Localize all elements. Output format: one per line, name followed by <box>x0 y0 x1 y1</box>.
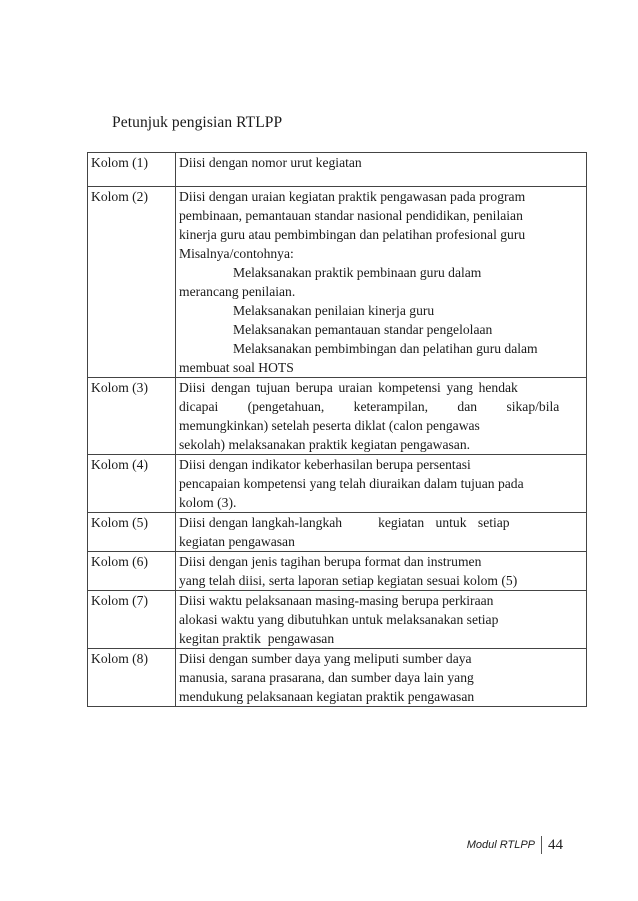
description-line: yang telah diisi, serta laporan setiap kegiatan sesuai kolom (5) <box>179 573 518 588</box>
description-line: kolom (3). <box>179 495 237 510</box>
description-line: kegitan praktik pengawasan <box>179 631 335 646</box>
row-description <box>176 591 587 649</box>
description-line: Diisi dengan nomor urut kegiatan <box>179 155 362 170</box>
page-footer <box>467 836 563 854</box>
table-row <box>88 187 587 378</box>
description-line-part: Diisi dengan langkah-langkah <box>179 515 343 530</box>
row-description <box>176 455 587 513</box>
description-line: Diisi dengan tujuan berupa uraian kompetensi yang hendak <box>179 380 518 395</box>
description-line: pencapaian kompetensi yang telah diuraikan dalam tujuan pada <box>179 476 524 491</box>
table-row <box>88 591 587 649</box>
row-label: Kolom (4) <box>88 455 176 513</box>
row-label: Kolom (2) <box>88 187 176 378</box>
row-description <box>176 513 587 552</box>
description-line: Diisi dengan sumber daya yang meliputi sumber daya <box>179 651 472 666</box>
description-line <box>179 513 584 532</box>
description-line: pembinaan, pemantauan standar nasional pendidikan, penilaian <box>179 208 523 223</box>
description-line: Melaksanakan praktik pembinaan guru dalam <box>233 265 482 280</box>
row-label: Kolom (6) <box>88 552 176 591</box>
description-line: merancang penilaian. <box>179 284 296 299</box>
description-line: Melaksanakan penilaian kinerja guru <box>233 303 435 318</box>
description-line: Melaksanakan pembimbingan dan pelatihan guru dalam <box>233 341 538 356</box>
description-line: Melaksanakan pemantauan standar pengelolaan <box>233 322 493 337</box>
row-label: Kolom (8) <box>88 649 176 707</box>
description-line: memungkinkan) setelah peserta diklat (calon pengawas <box>179 418 480 433</box>
description-line: kegiatan pengawasan <box>179 534 295 549</box>
description-line: Diisi dengan indikator keberhasilan berupa persentasi <box>179 457 471 472</box>
row-description <box>176 649 587 707</box>
row-description <box>176 378 587 455</box>
row-description <box>176 187 587 378</box>
description-line: alokasi waktu yang dibutuhkan untuk melaksanakan setiap <box>179 612 499 627</box>
description-line: mendukung pelaksanaan kegiatan praktik pengawasan <box>179 689 475 704</box>
description-line-part: kegiatan untuk setiap <box>378 515 510 530</box>
row-label: Kolom (7) <box>88 591 176 649</box>
description-line: sekolah) melaksanakan praktik kegiatan pengawasan. <box>179 437 471 452</box>
table-row <box>88 649 587 707</box>
table-row <box>88 153 587 187</box>
description-line: Diisi dengan uraian kegiatan praktik pengawasan pada program <box>179 189 526 204</box>
description-line: kinerja guru atau pembimbingan dan pelatihan profesional guru <box>179 227 526 242</box>
table-row <box>88 513 587 552</box>
row-label: Kolom (1) <box>88 153 176 187</box>
row-label: Kolom (5) <box>88 513 176 552</box>
table-row <box>88 552 587 591</box>
page-number: 44 <box>548 836 563 853</box>
row-label: Kolom (3) <box>88 378 176 455</box>
row-description <box>176 153 587 187</box>
page-title: Petunjuk pengisian RTLPP <box>112 114 283 131</box>
description-line: membuat soal HOTS <box>179 360 294 375</box>
description-line: Diisi waktu pelaksanaan masing-masing berupa perkiraan <box>179 593 494 608</box>
rtlpp-instruction-table <box>87 152 587 707</box>
description-line: dicapai (pengetahuan, keterampilan, dan sikap/bila <box>179 399 560 414</box>
description-line: Diisi dengan jenis tagihan berupa format dan instrumen <box>179 554 482 569</box>
footer-document-name: Modul RTLPP <box>466 839 535 851</box>
table-row <box>88 455 587 513</box>
row-description <box>176 552 587 591</box>
description-line: manusia, sarana prasarana, dan sumber daya lain yang <box>179 670 474 685</box>
table-row <box>88 378 587 455</box>
description-line: Misalnya/contohnya: <box>179 246 294 261</box>
